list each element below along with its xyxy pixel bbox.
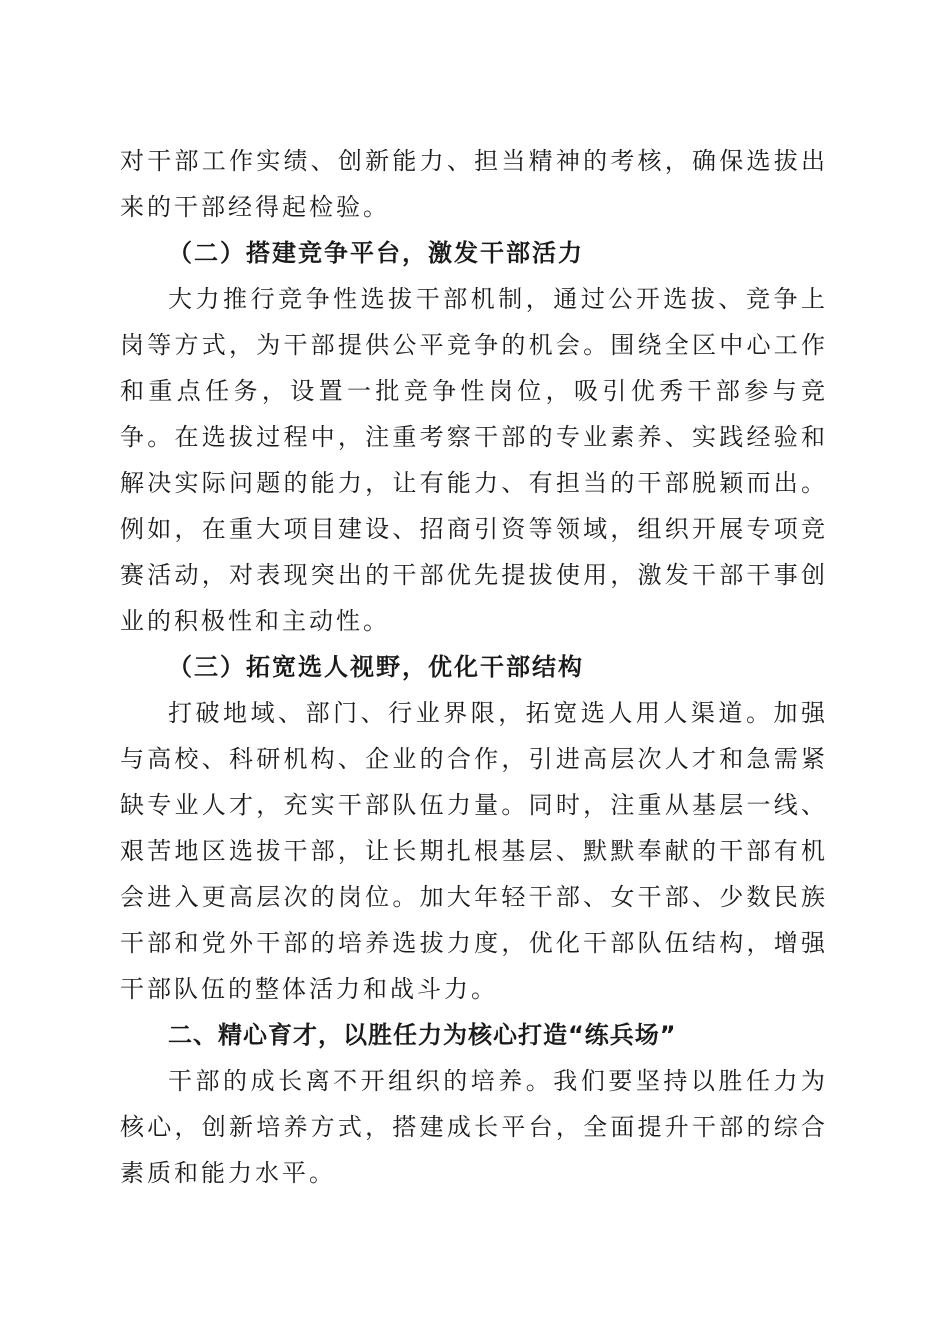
subheading-broaden-vision: （三）拓宽选人视野，优化干部结构 [168, 652, 584, 681]
paragraph-cadre-growth: 干部的成长离不开组织的培养。我们要坚持以胜任力为核心，创新培养方式，搭建成长平台，全面提升干部的综合素质和能力水平。 [120, 1067, 828, 1187]
section-heading-cultivate-talent: 二、精心育才，以胜任力为核心打造“练兵场” [168, 1021, 677, 1049]
document-body [120, 138, 828, 1196]
paragraph-competitive-selection: 大力推行竞争性选拔干部机制，通过公开选拔、竞争上岗等方式，为干部提供公平竞争的机会。围绕全区中心工作和重点任务，设置一批竞争性岗位，吸引优秀干部参与竞争。在选拔过程中，注重考察干部的专业素养、实践经验和解决实际问题的能力，让有能力、有担当的干部脱颖而出。例如，在重大项目建设、招商引资等领域，组织开展专项竞赛活动，对表现突出的干部优先提拔使用，激发干部干事创业的积极性和主动性。 [120, 285, 828, 635]
subheading-competition-platform: （二）搭建竞争平台，激发干部活力 [168, 238, 584, 267]
paragraph-broaden-channels: 打破地域、部门、行业界限，拓宽选人用人渠道。加强与高校、科研机构、企业的合作，引进高层次人才和急需紧缺专业人才，充实干部队伍力量。同时，注重从基层一线、艰苦地区选拔干部，让长期扎根基层、默默奉献的干部有机会进入更高层次的岗位。加大年轻干部、女干部、少数民族干部和党外干部的培养选拔力度，优化干部队伍结构，增强干部队伍的整体活力和战斗力。 [120, 699, 828, 1003]
continuation-paragraph: 对干部工作实绩、创新能力、担当精神的考核，确保选拔出来的干部经得起检验。 [120, 147, 828, 221]
